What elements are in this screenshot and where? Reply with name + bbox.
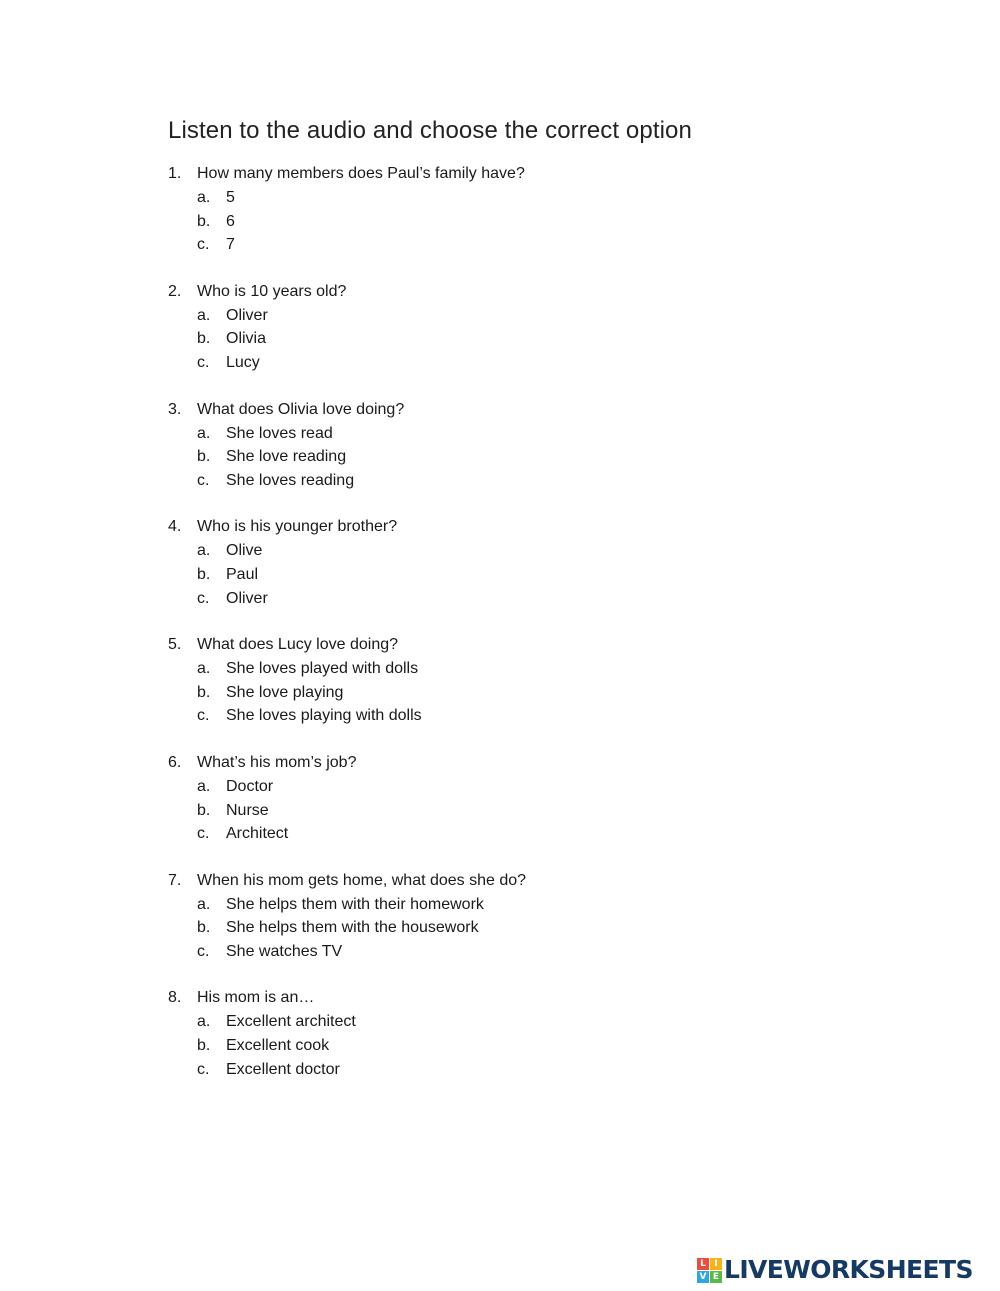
option-letter: a. xyxy=(197,1013,211,1031)
option-letter: c. xyxy=(197,707,210,725)
option-letter: c. xyxy=(197,942,210,960)
question-row xyxy=(168,280,868,304)
option-list xyxy=(168,893,868,964)
question-number: 4. xyxy=(168,518,182,536)
option-text: Nurse xyxy=(226,801,269,819)
answer-option[interactable] xyxy=(168,445,868,469)
question-1 xyxy=(168,162,868,257)
question-text: Who is 10 years old? xyxy=(197,282,347,300)
option-letter: b. xyxy=(197,212,211,230)
option-list xyxy=(168,186,868,257)
option-text: Olivia xyxy=(226,330,267,348)
brand-name: LIVEWORKSHEETS xyxy=(724,1255,973,1284)
question-number: 8. xyxy=(168,989,182,1007)
question-row xyxy=(168,633,868,657)
option-text: Excellent architect xyxy=(226,1013,356,1031)
question-text: What does Lucy love doing? xyxy=(197,636,399,654)
option-letter: c. xyxy=(197,825,210,843)
question-text: How many members does Paul’s family have? xyxy=(197,165,525,182)
option-text: She loves read xyxy=(226,424,333,442)
option-letter: c. xyxy=(197,471,210,489)
option-letter: c. xyxy=(197,353,210,371)
option-list xyxy=(168,1010,868,1081)
answer-option[interactable] xyxy=(168,327,868,351)
answer-option[interactable] xyxy=(168,233,868,257)
option-letter: b. xyxy=(197,801,211,819)
option-letter: a. xyxy=(197,424,211,442)
option-letter: b. xyxy=(197,683,211,701)
option-letter: a. xyxy=(197,895,211,913)
option-text: 7 xyxy=(226,236,235,254)
option-text: Paul xyxy=(226,565,259,583)
option-text: She helps them with the housework xyxy=(226,919,479,937)
answer-option[interactable] xyxy=(168,469,868,493)
logo-cube: V xyxy=(697,1271,709,1283)
option-letter: c. xyxy=(197,589,210,607)
question-row xyxy=(168,398,868,422)
option-text: Doctor xyxy=(226,777,274,795)
option-list xyxy=(168,422,868,493)
question-list xyxy=(168,162,868,1104)
answer-option[interactable] xyxy=(168,916,868,940)
question-4 xyxy=(168,515,868,610)
option-list xyxy=(168,775,868,846)
question-text: Who is his younger brother? xyxy=(197,518,398,536)
liveworksheets-logo xyxy=(697,1255,973,1285)
question-number: 6. xyxy=(168,753,182,771)
option-text: She love reading xyxy=(226,448,347,466)
question-row xyxy=(168,986,868,1010)
option-text: Excellent cook xyxy=(226,1037,330,1055)
answer-option[interactable] xyxy=(168,681,868,705)
option-letter: a. xyxy=(197,542,211,560)
question-6 xyxy=(168,751,868,846)
option-text: 6 xyxy=(226,212,235,230)
answer-option[interactable] xyxy=(168,657,868,681)
option-letter: b. xyxy=(197,1037,211,1055)
question-row xyxy=(168,869,868,893)
answer-option[interactable] xyxy=(168,822,868,846)
option-text: She watches TV xyxy=(226,942,343,960)
answer-option[interactable] xyxy=(168,587,868,611)
answer-option[interactable] xyxy=(168,563,868,587)
option-text: She love playing xyxy=(226,683,344,701)
option-text: Oliver xyxy=(226,589,268,607)
option-text: 5 xyxy=(226,189,235,206)
liveworksheets-logo-icon xyxy=(697,1258,722,1283)
logo-cube: E xyxy=(710,1271,722,1283)
option-text: She loves played with dolls xyxy=(226,660,419,678)
option-text: Architect xyxy=(226,825,289,843)
option-letter: b. xyxy=(197,565,211,583)
answer-option[interactable] xyxy=(168,210,868,234)
question-text: What’s his mom’s job? xyxy=(197,753,357,771)
option-text: She loves reading xyxy=(226,471,355,489)
question-number: 2. xyxy=(168,282,182,300)
option-letter: a. xyxy=(197,306,211,324)
question-row xyxy=(168,162,868,186)
answer-option[interactable] xyxy=(168,1058,868,1082)
option-text: Oliver xyxy=(226,306,268,324)
option-text: She helps them with their homework xyxy=(226,895,484,913)
logo-cube: I xyxy=(710,1258,722,1270)
question-text: His mom is an… xyxy=(197,989,315,1007)
question-5 xyxy=(168,633,868,728)
question-text: When his mom gets home, what does she do? xyxy=(197,871,527,889)
option-letter: b. xyxy=(197,448,211,466)
option-text: She loves playing with dolls xyxy=(226,707,422,725)
answer-option[interactable] xyxy=(168,351,868,375)
answer-option[interactable] xyxy=(168,775,868,799)
logo-cube: L xyxy=(697,1258,709,1270)
answer-option[interactable] xyxy=(168,940,868,964)
option-letter: c. xyxy=(197,236,210,254)
question-2 xyxy=(168,280,868,375)
option-letter: c. xyxy=(197,1060,210,1078)
question-row xyxy=(168,751,868,775)
question-number: 7. xyxy=(168,871,182,889)
option-list xyxy=(168,304,868,375)
option-text: Excellent doctor xyxy=(226,1060,340,1078)
answer-option[interactable] xyxy=(168,799,868,823)
option-letter: b. xyxy=(197,330,211,348)
question-text: What does Olivia love doing? xyxy=(197,400,405,418)
answer-option[interactable] xyxy=(168,704,868,728)
worksheet-title: Listen to the audio and choose the correct option xyxy=(168,117,692,144)
option-letter: a. xyxy=(197,660,211,678)
option-list xyxy=(168,657,868,728)
option-letter: b. xyxy=(197,919,211,937)
answer-option[interactable] xyxy=(168,1010,868,1034)
question-number: 3. xyxy=(168,400,182,418)
option-list xyxy=(168,539,868,610)
answer-option[interactable] xyxy=(168,893,868,917)
answer-option[interactable] xyxy=(168,186,868,210)
question-number: 1. xyxy=(168,165,182,182)
answer-option[interactable] xyxy=(168,422,868,446)
option-text: Lucy xyxy=(226,353,260,371)
option-letter: a. xyxy=(197,189,211,206)
answer-option[interactable] xyxy=(168,1034,868,1058)
option-letter: a. xyxy=(197,777,211,795)
question-7 xyxy=(168,869,868,964)
question-number: 5. xyxy=(168,636,182,654)
answer-option[interactable] xyxy=(168,304,868,328)
answer-option[interactable] xyxy=(168,539,868,563)
question-row xyxy=(168,515,868,539)
option-text: Olive xyxy=(226,542,263,560)
question-8 xyxy=(168,986,868,1081)
question-3 xyxy=(168,398,868,493)
